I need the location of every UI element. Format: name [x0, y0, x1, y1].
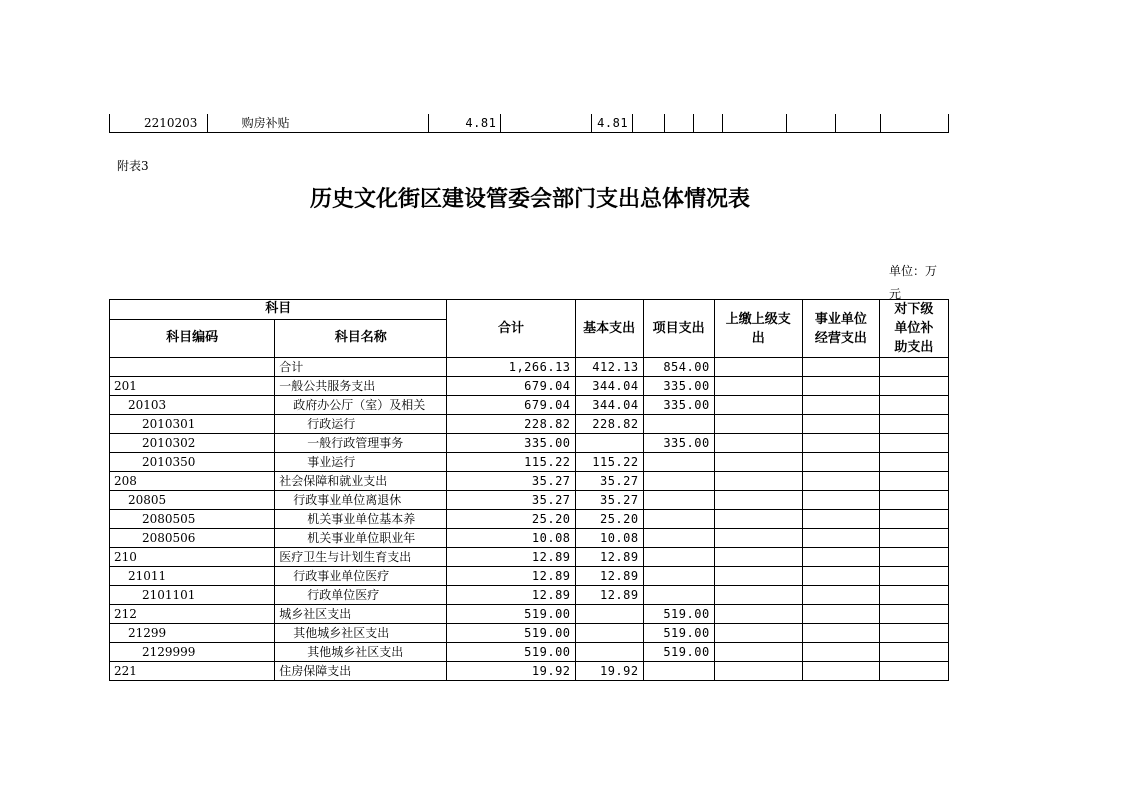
row-lower	[879, 377, 948, 396]
row-code: 2010301	[110, 415, 275, 434]
row-basic: 25.20	[575, 510, 643, 529]
row-code: 2101101	[110, 586, 275, 605]
row-total: 335.00	[447, 434, 575, 453]
table-row	[110, 548, 949, 567]
appendix-label: 附表3	[117, 159, 149, 173]
row-total: 115.22	[447, 453, 575, 472]
row-business	[802, 472, 879, 491]
header-lower	[879, 300, 948, 358]
row-project	[643, 510, 714, 529]
table-row	[110, 643, 949, 662]
row-basic: 344.04	[575, 377, 643, 396]
row-code: 2080505	[110, 510, 275, 529]
table-row	[110, 605, 949, 624]
row-total: 35.27	[447, 491, 575, 510]
row-business	[802, 567, 879, 586]
row-business	[802, 529, 879, 548]
row-basic: 412.13	[575, 358, 643, 377]
row-upper	[714, 567, 802, 586]
row-basic	[575, 434, 643, 453]
row-upper	[714, 434, 802, 453]
row-total: 12.89	[447, 548, 575, 567]
row-lower	[879, 491, 948, 510]
row-business	[802, 377, 879, 396]
row-code	[110, 358, 275, 377]
header-total: 合计	[447, 300, 575, 358]
row-basic: 19.92	[575, 662, 643, 681]
page-title: 历史文化街区建设管委会部门支出总体情况表	[309, 187, 750, 212]
row-business	[802, 415, 879, 434]
row-upper	[714, 643, 802, 662]
row-name: 行政事业单位离退休	[275, 491, 447, 510]
row-project	[643, 491, 714, 510]
row-name: 住房保障支出	[275, 662, 447, 681]
row-lower	[879, 548, 948, 567]
table-row	[110, 396, 949, 415]
cont-code: 2210203	[110, 114, 208, 133]
row-business	[802, 624, 879, 643]
expense-table	[109, 299, 949, 681]
row-code: 20103	[110, 396, 275, 415]
row-total: 12.89	[447, 567, 575, 586]
row-project: 519.00	[643, 643, 714, 662]
unit-line-1: 单位：万	[889, 264, 938, 278]
row-code: 221	[110, 662, 275, 681]
row-code: 201	[110, 377, 275, 396]
table-row	[110, 529, 949, 548]
table-row	[110, 472, 949, 491]
row-total: 519.00	[447, 643, 575, 662]
row-project: 519.00	[643, 605, 714, 624]
table-row	[110, 377, 949, 396]
row-project: 335.00	[643, 377, 714, 396]
row-business	[802, 434, 879, 453]
row-name: 行政单位医疗	[275, 586, 447, 605]
header-code: 科目编码	[110, 319, 275, 357]
row-lower	[879, 396, 948, 415]
row-lower	[879, 586, 948, 605]
row-total: 228.82	[447, 415, 575, 434]
row-total: 519.00	[447, 605, 575, 624]
row-total: 1,266.13	[447, 358, 575, 377]
row-upper	[714, 453, 802, 472]
row-code: 208	[110, 472, 275, 491]
row-total: 679.04	[447, 396, 575, 415]
row-name: 政府办公厅（室）及相关	[275, 396, 447, 415]
row-business	[802, 453, 879, 472]
header-name: 科目名称	[275, 319, 447, 357]
row-project	[643, 586, 714, 605]
row-code: 2129999	[110, 643, 275, 662]
row-basic	[575, 605, 643, 624]
row-name: 行政事业单位医疗	[275, 567, 447, 586]
header-business	[802, 300, 879, 358]
row-total: 25.20	[447, 510, 575, 529]
row-code: 21011	[110, 567, 275, 586]
row-code: 20805	[110, 491, 275, 510]
table-row	[110, 434, 949, 453]
table-row	[110, 662, 949, 681]
row-name: 事业运行	[275, 453, 447, 472]
row-project: 519.00	[643, 624, 714, 643]
row-business	[802, 662, 879, 681]
row-upper	[714, 605, 802, 624]
cont-basic: 4.81	[591, 114, 632, 133]
row-project	[643, 453, 714, 472]
row-business	[802, 605, 879, 624]
row-business	[802, 643, 879, 662]
row-lower	[879, 453, 948, 472]
row-basic: 344.04	[575, 396, 643, 415]
header-upper	[714, 300, 802, 358]
table-row	[110, 510, 949, 529]
row-code: 21299	[110, 624, 275, 643]
row-lower	[879, 415, 948, 434]
row-total: 12.89	[447, 586, 575, 605]
header-project: 项目支出	[643, 300, 714, 358]
row-basic: 12.89	[575, 567, 643, 586]
row-project	[643, 529, 714, 548]
row-name: 机关事业单位基本养	[275, 510, 447, 529]
row-lower	[879, 662, 948, 681]
row-total: 35.27	[447, 472, 575, 491]
row-total: 679.04	[447, 377, 575, 396]
cont-total: 4.81	[428, 114, 500, 133]
row-business	[802, 548, 879, 567]
row-basic: 35.27	[575, 472, 643, 491]
table-row	[110, 114, 949, 133]
row-lower	[879, 358, 948, 377]
row-lower	[879, 529, 948, 548]
row-lower	[879, 434, 948, 453]
row-code: 2010350	[110, 453, 275, 472]
table-row	[110, 415, 949, 434]
row-lower	[879, 643, 948, 662]
row-basic: 115.22	[575, 453, 643, 472]
row-business	[802, 586, 879, 605]
row-lower	[879, 605, 948, 624]
cont-name: 购房补贴	[207, 114, 428, 133]
header-basic-text: 基本支出	[583, 321, 636, 336]
row-lower	[879, 472, 948, 491]
row-project	[643, 567, 714, 586]
row-business	[802, 358, 879, 377]
continued-table	[109, 114, 949, 133]
header-upper-text: 上缴上级支出	[725, 311, 791, 346]
table-row	[110, 624, 949, 643]
row-business	[802, 491, 879, 510]
row-name: 医疗卫生与计划生育支出	[275, 548, 447, 567]
row-name: 合计	[275, 358, 447, 377]
row-project	[643, 472, 714, 491]
row-upper	[714, 662, 802, 681]
row-total: 10.08	[447, 529, 575, 548]
row-upper	[714, 624, 802, 643]
row-upper	[714, 396, 802, 415]
header-lower-text: 对下级单位补助支出	[894, 302, 934, 355]
row-upper	[714, 548, 802, 567]
row-name: 机关事业单位职业年	[275, 529, 447, 548]
header-basic	[575, 300, 643, 358]
table-row	[110, 491, 949, 510]
row-name: 社会保障和就业支出	[275, 472, 447, 491]
row-upper	[714, 472, 802, 491]
row-upper	[714, 510, 802, 529]
row-upper	[714, 491, 802, 510]
row-name: 城乡社区支出	[275, 605, 447, 624]
row-basic: 35.27	[575, 491, 643, 510]
row-name: 其他城乡社区支出	[275, 643, 447, 662]
unit-line-2: 元	[889, 287, 902, 301]
row-basic: 228.82	[575, 415, 643, 434]
table-row	[110, 586, 949, 605]
row-business	[802, 396, 879, 415]
row-upper	[714, 358, 802, 377]
row-project	[643, 415, 714, 434]
row-basic	[575, 624, 643, 643]
table-row	[110, 453, 949, 472]
header-subject: 科目	[110, 300, 447, 320]
row-code: 2080506	[110, 529, 275, 548]
row-basic: 12.89	[575, 586, 643, 605]
row-total: 519.00	[447, 624, 575, 643]
row-project: 854.00	[643, 358, 714, 377]
row-project	[643, 662, 714, 681]
row-upper	[714, 415, 802, 434]
row-basic: 12.89	[575, 548, 643, 567]
row-project	[643, 548, 714, 567]
row-name: 其他城乡社区支出	[275, 624, 447, 643]
row-lower	[879, 510, 948, 529]
row-project: 335.00	[643, 396, 714, 415]
row-name: 一般行政管理事务	[275, 434, 447, 453]
table-row	[110, 358, 949, 377]
row-upper	[714, 529, 802, 548]
header-business-text: 事业单位经营支出	[814, 311, 867, 346]
row-upper	[714, 377, 802, 396]
row-upper	[714, 586, 802, 605]
row-total: 19.92	[447, 662, 575, 681]
row-code: 212	[110, 605, 275, 624]
row-lower	[879, 624, 948, 643]
row-basic	[575, 643, 643, 662]
row-code: 210	[110, 548, 275, 567]
row-lower	[879, 567, 948, 586]
row-business	[802, 510, 879, 529]
row-project: 335.00	[643, 434, 714, 453]
table-row	[110, 567, 949, 586]
row-basic: 10.08	[575, 529, 643, 548]
row-code: 2010302	[110, 434, 275, 453]
row-name: 一般公共服务支出	[275, 377, 447, 396]
row-name: 行政运行	[275, 415, 447, 434]
